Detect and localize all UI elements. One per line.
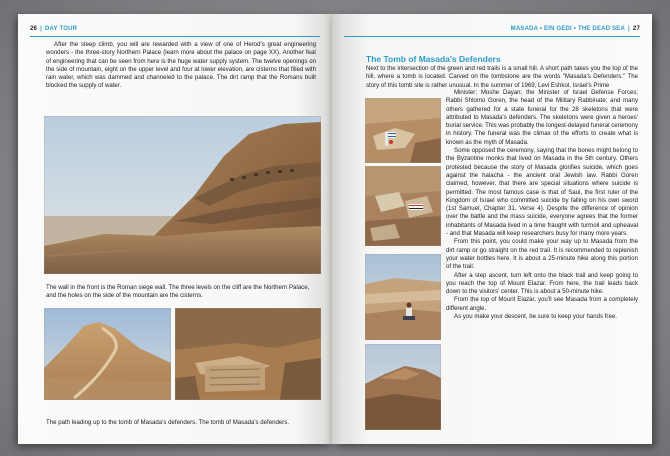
column-paragraph: From this point, you could make your way up to Masada from the dirt ramp or go straight on the red trail. It is recommended to replenish your water bottles here. It is about a 25-minute hike along this portion of the trail. bbox=[446, 238, 638, 271]
right-page-number: 27 bbox=[632, 26, 640, 32]
header-separator: | bbox=[40, 26, 42, 32]
right-page bbox=[332, 14, 652, 444]
hill-path-photo bbox=[44, 308, 171, 400]
right-header-rule bbox=[344, 36, 640, 37]
left-page-number: 26 bbox=[30, 26, 38, 32]
cliff-caption: The wall in the front is the Roman siege wall. The three levels on the cliff are the Northern Palace, and the holes on the side of the mountain are the cisterns. bbox=[46, 284, 310, 300]
column-paragraph: From the top of Mount Elazar, you'll see Masada from a completely different angle. bbox=[446, 296, 638, 312]
masada-cliff-photo bbox=[44, 116, 321, 274]
column-paragraph: Minister; Moshe Dayan; the Minister of Israel Defense Forces; Rabbi Shlomo Goren, the head of the Military Rabbinate; and many others gathered for a state funeral for the 28 skeletons that were attributed to Masada's defenders. The skeletons were given a heroes' burial service. This was probably the longest-delayed funeral ceremony in history. The funeral was the climax of the efforts to create what is known as the myth of Masada. bbox=[446, 89, 638, 146]
left-page-header bbox=[30, 24, 77, 34]
mount-elazar-photo bbox=[365, 344, 441, 430]
column-paragraph: After a step ascent, turn left onto the black trail and keep going to you reach the top of Mount Elazar. From here, the trail leads back down to the visitors' center. This is about a 50-minute hike. bbox=[446, 271, 638, 296]
left-page bbox=[18, 14, 332, 444]
column-paragraph: As you make your descent, be sure to keep your hands free. bbox=[454, 313, 617, 321]
right-page-header bbox=[511, 24, 640, 34]
left-header-rule bbox=[30, 36, 320, 37]
tombstone-photo bbox=[365, 166, 441, 246]
path-caption: The path leading up to the tomb of Masada's defenders. The tomb of Masada's defenders. bbox=[46, 419, 290, 426]
right-column-text bbox=[446, 89, 638, 321]
tomb-flag-photo bbox=[365, 98, 441, 163]
left-intro-text: After the steep climb, you will are rewarded with a view of one of Herod's great engineering wonders - the three-story Northern Palace (learn more about the palace on page XX). Another feat of engineering that can be seen from here is the huge water supply system. The twelve openings on the side of mountain, eight on the upper level and four at lower elevation, are cisterns that filled with rain water, which was dammed and channeled to the palace. The dirt ramp that the Romans built blocked the supply of water. bbox=[46, 41, 316, 90]
hiker-photo bbox=[365, 254, 441, 340]
section-heading: The Tomb of Masada's Defenders bbox=[366, 54, 501, 64]
stone-ruins-photo bbox=[175, 308, 321, 400]
right-intro-text: Next to the intersection of the green and red trails is a small hill. A short path takes you the top of the hill, where a tomb is located. Carved on the tombstone are the words "Masada's Defenders." The story of this tomb site is rather unusual. In the summer of 1969, Levi Eshkol, Israel's Prime bbox=[366, 65, 638, 89]
header-separator: | bbox=[628, 26, 630, 32]
column-paragraph: Some opposed the ceremony, saying that the bones might belong to the Byzantine monks that lived on Masada in the 5th century. Others protested because the story of Masada glorifies suicide, which goes against the halacha - the ancient oral Jewish law. Rabbi Goren claimed, however, that there are special situations where suicide is permitted. The most famous case is that of Saul, the first ruler of the Kingdom of Israel who committed suicide by falling on his own sword (1st Samuel, Chapter 31, Verse 4). Despite the difference of opinion over the battle and the mass suicide, everyone agrees that the former inhabitants of Masada lived in a time fraught with turmoil and upheaval - and that Masada will keep researchers busy for many more years. bbox=[446, 147, 638, 238]
left-section-title: DAY TOUR bbox=[44, 26, 78, 32]
right-section-title: MASADA • EIN GEDI • THE DEAD SEA bbox=[510, 26, 626, 32]
